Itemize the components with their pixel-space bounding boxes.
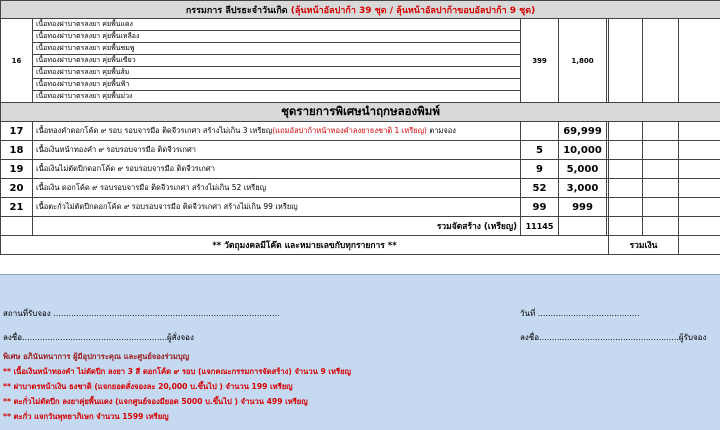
variant-5: เนื้อทองฝาบาตรลงยา คุ่ยพื้นฟ้า [33, 79, 521, 91]
item-price: 3,000 [559, 179, 607, 198]
order-amount-cell[interactable] [643, 19, 679, 103]
item-number: 19 [1, 160, 33, 179]
place-field[interactable]: สถานที่รับจอง ......................................................................................... [3, 309, 280, 318]
item-desc: เนื้อทองคำดอกโค้ด ๙ รอบ รอบจารมือ ติดจีวรเกศา สร้างไม่เกิน 3 เหรียญ(แถมอัลปาก้าหน้าทองคำลงยาธงชาติ 1 เหรียญ) ตามจอง [33, 122, 521, 141]
order-note-cell[interactable] [679, 122, 720, 141]
item-price: 5,000 [559, 160, 607, 179]
order-qty-cell[interactable] [609, 198, 643, 217]
order-note-cell[interactable] [679, 198, 720, 217]
item-qty: 399 [521, 19, 559, 103]
item-row-19 [1, 160, 720, 179]
item-desc: เนื้อเงินหน้าทองคำ ๙ รอบรอบจารมือ ติดจีวรเกศา [33, 141, 521, 160]
grand-total-cell[interactable] [679, 236, 720, 255]
item-desc: เนื้อตะกั่วไม่ตัดปีกดอกโค้ด ๙ รอบรอบจารมือ ติดจีวรเกศา สร้างไม่เกิน 99 เหรียญ [33, 198, 521, 217]
booking-form-panel [0, 274, 720, 430]
total-label: รวมจัดสร้าง (เหรียญ) [33, 217, 521, 236]
item-row-16 [1, 19, 720, 31]
note-row [1, 236, 720, 255]
order-qty-cell[interactable] [609, 19, 643, 103]
total-row [1, 217, 720, 236]
header-banner [1, 1, 720, 19]
item-row-18 [1, 141, 720, 160]
variant-2: เนื้อทองฝาบาตรลงยา ค่ยพื้นชมพู [33, 43, 521, 55]
note-line-1: ** เนื้อเงินหน้าทองคำ ไม่ตัดปีก ลงยา 3 สี ดอกโค้ด ๙ รอบ (แจกคณะกรรมการจัดสร้าง) จำนวน 9 เหรียญ [3, 367, 351, 376]
sum-label: รวมเงิน [609, 236, 679, 255]
total-value: 11145 [521, 217, 559, 236]
date-field[interactable]: วันที่ ........................................ [520, 309, 640, 318]
note-line-4: ** ตะกั่ว แจกวันพุทธาภิเษก จำนวน 1599 เหรียญ [3, 412, 169, 421]
order-amount-cell[interactable] [643, 179, 679, 198]
order-amount-cell[interactable] [643, 122, 679, 141]
order-qty-cell[interactable] [609, 160, 643, 179]
item-qty: 5 [521, 141, 559, 160]
item-qty: 9 [521, 160, 559, 179]
total-amount-cell[interactable] [679, 217, 720, 236]
item-number: 17 [1, 122, 33, 141]
item-qty: 99 [521, 198, 559, 217]
order-qty-cell[interactable] [609, 141, 643, 160]
item-row-20 [1, 179, 720, 198]
order-amount-cell[interactable] [643, 198, 679, 217]
item-row-17 [1, 122, 720, 141]
variant-1: เนื้อทองฝาบาตรลงยา คุ่ยพื้นเหลือง [33, 31, 521, 43]
order-note-cell[interactable] [679, 19, 720, 103]
item-number: 21 [1, 198, 33, 217]
order-qty-cell[interactable] [609, 179, 643, 198]
orderer-signature-field[interactable]: ลงชื่อ.........................................................ผู้สั่งจอง [3, 333, 194, 342]
note-line-3: ** ตะกั่วไม่ตัดปีก ลงยาคุ่ยพื้นแดง (แจกศูนย์จองมียอด 5000 บ.ขึ้นไป ) จำนวน 499 เหรียญ [3, 397, 308, 406]
item-row-21 [1, 198, 720, 217]
item-qty: 52 [521, 179, 559, 198]
header-banner-row [1, 1, 720, 19]
item-price: 999 [559, 198, 607, 217]
order-amount-cell[interactable] [643, 160, 679, 179]
item-price: 1,800 [559, 19, 607, 103]
item-desc: เนื้อเงินไม่ตัดปีกดอกโค้ด ๙ รอบรอบจารมือ ติดจีวรเกศา [33, 160, 521, 179]
notes-heading: พิเศษ อภินันทนาการ ผู้มีอุปการะคุณ และศูนย์จองร่วมบุญ [3, 352, 190, 361]
code-note: ** วัตถุมงคลมีโค๊ต และหมายเลขกับทุกรายการ ** [1, 236, 609, 255]
item-desc: เนื้อเงิน ดอกโค้ด ๙ รอบรอบจารมือ ติดจีวรเกศา สร้างไม่เกิน 52 เหรียญ [33, 179, 521, 198]
order-note-cell[interactable] [679, 179, 720, 198]
banner-red: (ลุ้นหน้าอัลปาก้า 39 ชุด / ลุ้นหน้าอัลปาก้าขอบอัลปาก้า 9 ชุด) [290, 5, 536, 16]
variant-6: เนื้อทองฝาบาตรลงยา คุ่ยพื้นม่วง [33, 91, 521, 103]
note-line-2: ** ฝาบาตรหน้าเงิน ธงชาติ (แจกยอดสั่งจองละ 20,000 บ.ขึ้นไป ) จำนวน 199 เหรียญ [3, 382, 293, 391]
order-note-cell[interactable] [679, 160, 720, 179]
special-section-title: ชุดรายการพิเศษนำฤกษลองพิมพ์ [1, 103, 720, 122]
item-price: 69,999 [559, 122, 607, 141]
receiver-signature-field[interactable]: ลงชื่อ.......................................................ผู้รับจอง [520, 333, 707, 342]
variant-3: เนื้อทองฝาบาตรลงยา คุ่ยพื้นเขียว [33, 55, 521, 67]
order-qty-cell[interactable] [609, 122, 643, 141]
item-number: 20 [1, 179, 33, 198]
variant-0: เนื้อทองฝาบาตรลงยา ค่ยพื้นแดง [33, 19, 521, 31]
item-number: 16 [1, 19, 33, 103]
order-note-cell[interactable] [679, 141, 720, 160]
item-qty [521, 122, 559, 141]
banner-black: กรรมการ ลีปรธะจำวันเกิด [185, 5, 288, 16]
variant-4: เนื้อทองฝาบาตรลงยา คุ่ยพื้นส้ม [33, 67, 521, 79]
order-amount-cell[interactable] [643, 141, 679, 160]
item-number: 18 [1, 141, 33, 160]
item-price: 10,000 [559, 141, 607, 160]
special-section-row [1, 103, 720, 122]
